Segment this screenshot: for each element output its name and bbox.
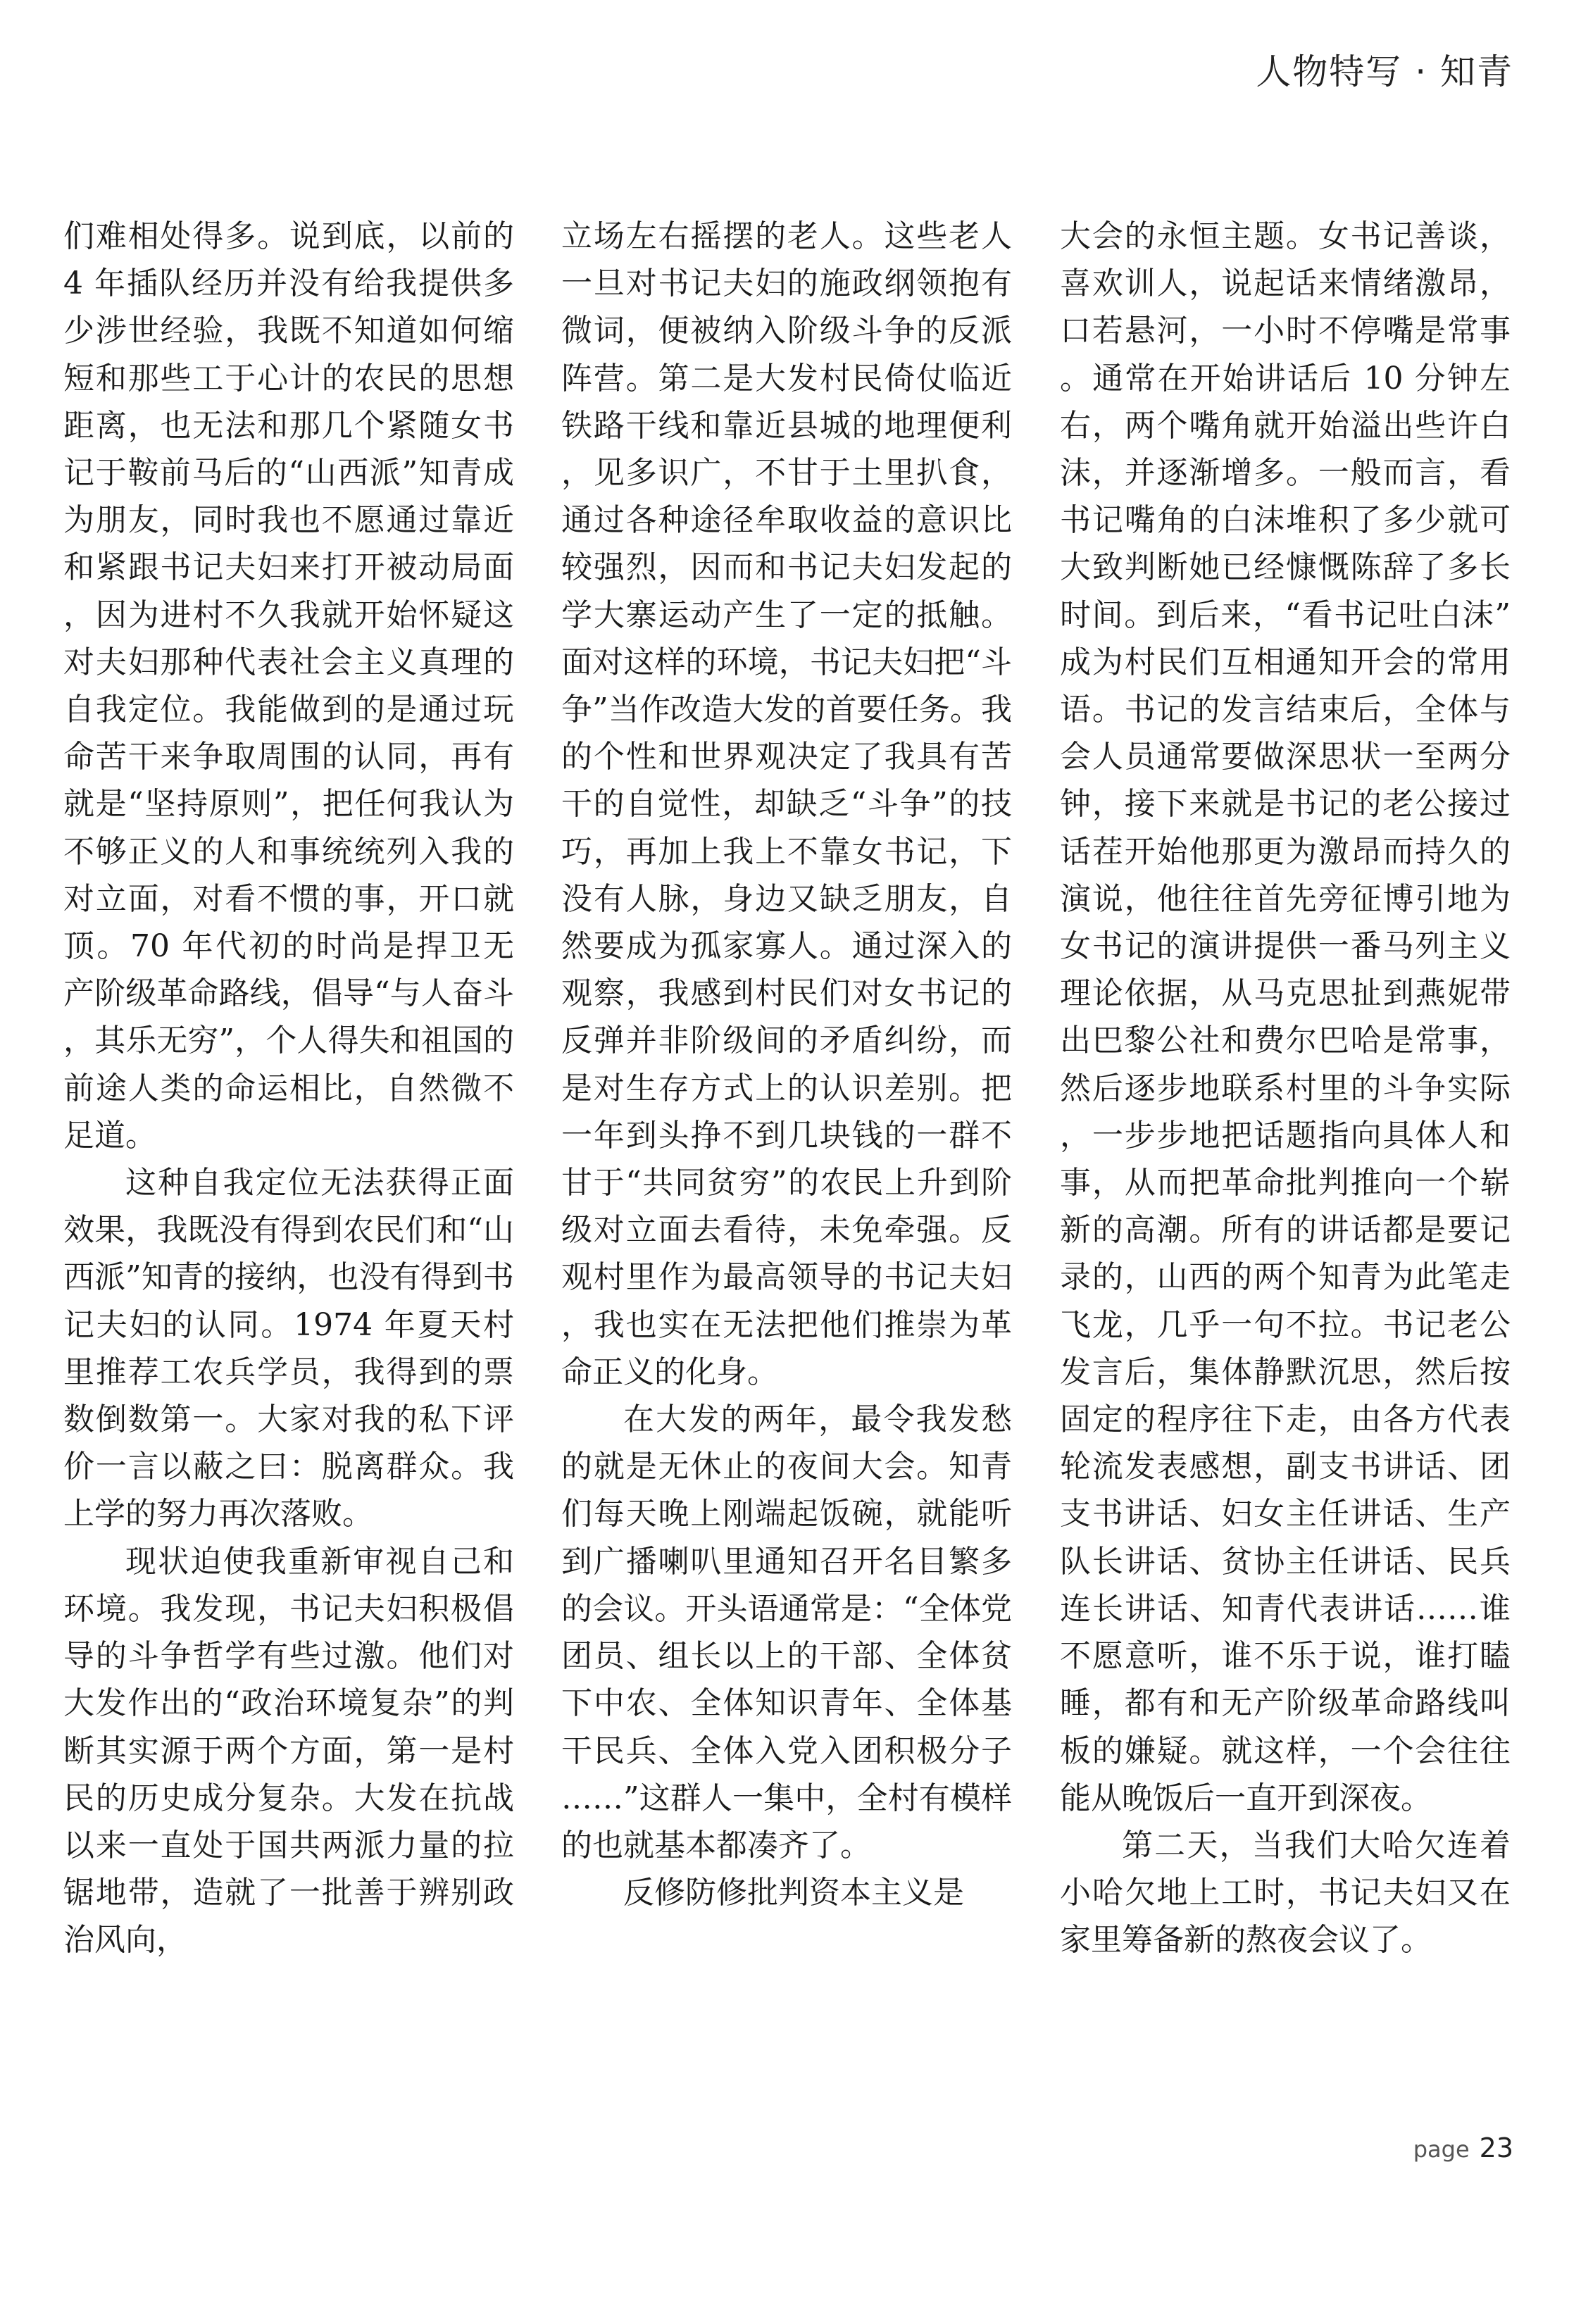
paragraph: 这种自我定位无法获得正面效果，我既没有得到农民们和“山西派”知青的接纳，也没有得到书记夫妇的认同。1974 年夏天村里推荐工农兵学员，我得到的票数倒数第一。大家对我的私下评价一言以蔽之曰：脱离群众。我上学的努力再次落败。 xyxy=(63,1165,514,1532)
page-label: page xyxy=(1413,2136,1470,2163)
paragraph: 立场左右摇摆的老人。这些老人一旦对书记夫妇的施政纲领抱有微词，便被纳入阶级斗争的反派阵营。第二是大发村民倚仗临近铁路干线和靠近县城的地理便利，见多识广，不甘于土里扒食，通过各种途径牟取收益的意识比较强烈，因而和书记夫妇发起的学大寨运动产生了一定的抵触。面对这样的环境，书记夫妇把“斗争”当作改造大发的首要任务。我的个性和世界观决定了我具有苦干的自觉性，却缺乏“斗争”的技巧，再加上我上不靠女书记，下没有人脉，身边又缺乏朋友，自然要成为孤家寡人。通过深入的观察，我感到村民们对女书记的反弹并非阶级间的矛盾纠纷，而是对生存方式上的认识差别。把一年到头挣不到几块钱的一群不甘于“共同贫穷”的农民上升到阶级对立面去看待，未免牵强。反观村里作为最高领导的书记夫妇，我也实在无法把他们推崇为革命正义的化身。 xyxy=(561,218,1012,1390)
text-column-2 xyxy=(561,213,1012,1916)
paragraph: 大会的永恒主题。女书记善谈，喜欢训人，说起话来情绪激昂，口若悬河，一小时不停嘴是常事。通常在开始讲话后 10 分钟左右，两个嘴角就开始溢出些许白沫，并逐渐增多。一般而言，看书记嘴角的白沫堆积了多少就可大致判断她已经慷慨陈辞了多长时间。到后来，“看书记吐白沫”成为村民们互相通知开会的常用语。书记的发言结束后，全体与会人员通常要做深思状一至两分钟，接下来就是书记的老公接过话茬开始他那更为激昂而持久的演说，他往往首先旁征博引地为女书记的演讲提供一番马列主义理论依据，从马克思扯到燕妮带出巴黎公社和费尔巴哈是常事，然后逐步地联系村里的斗争实际，一步步地把话题指向具体人和事，从而把革命批判推向一个崭新的高潮。所有的讲话都是要记录的，山西的两个知青为此笔走飞龙，几乎一句不拉。书记老公发言后，集体静默沉思，然后按固定的程序往下走，由各方代表轮流发表感想，副支书讲话、团支书讲话、妇女主任讲话、生产队长讲话、贫协主任讲话、民兵连长讲话、知青代表讲话……谁不愿意听，谁不乐于说，谁打瞌睡，都有和无产阶级革命路线叫板的嫌疑。就这样，一个会往往能从晚饭后一直开到深夜。 xyxy=(1060,218,1511,1816)
page-number: 23 xyxy=(1479,2132,1513,2163)
section-header: 人物特写 · 知青 xyxy=(1256,51,1513,92)
text-column-3 xyxy=(1060,213,1511,1964)
paragraph: 们难相处得多。说到底，以前的 4 年插队经历并没有给我提供多少涉世经验，我既不知道如何缩短和那些工于心计的农民的思想距离，也无法和那几个紧随女书记于鞍前马后的“山西派”知青成为朋友，同时我也不愿通过靠近和紧跟书记夫妇来打开被动局面，因为进村不久我就开始怀疑这对夫妇那种代表社会主义真理的自我定位。我能做到的是通过玩命苦干来争取周围的认同，再有就是“坚持原则”，把任何我认为不够正义的人和事统统列入我的对立面，对看不惯的事，开口就顶。70 年代初的时尚是捍卫无产阶级革命路线，倡导“与人奋斗，其乐无穷”，个人得失和祖国的前途人类的命运相比，自然微不足道。 xyxy=(63,218,514,1154)
text-column-1 xyxy=(63,213,514,1964)
paragraph: 第二天，当我们大哈欠连着小哈欠地上工时，书记夫妇又在家里筹备新的熬夜会议了。 xyxy=(1060,1827,1511,1958)
paragraph: 现状迫使我重新审视自己和环境。我发现，书记夫妇积极倡导的斗争哲学有些过激。他们对大发作出的“政治环境复杂”的判断其实源于两个方面，第一是村民的历史成分复杂。大发在抗战以来一直处于国共两派力量的拉锯地带，造就了一批善于辨别政治风向， xyxy=(63,1543,514,1958)
paragraph: 在大发的两年，最令我发愁的就是无休止的夜间大会。知青们每天晚上刚端起饭碗，就能听到广播喇叭里通知召开名目繁多的会议。开头语通常是：“全体党团员、组长以上的干部、全体贫下中农、全体知识青年、全体基干民兵、全体入党入团积极分子……”这群人一集中，全村有模样的也就基本都凑齐了。 xyxy=(561,1401,1012,1863)
page-footer xyxy=(1413,2132,1513,2163)
paragraph: 反修防修批判资本主义是 xyxy=(623,1875,964,1911)
